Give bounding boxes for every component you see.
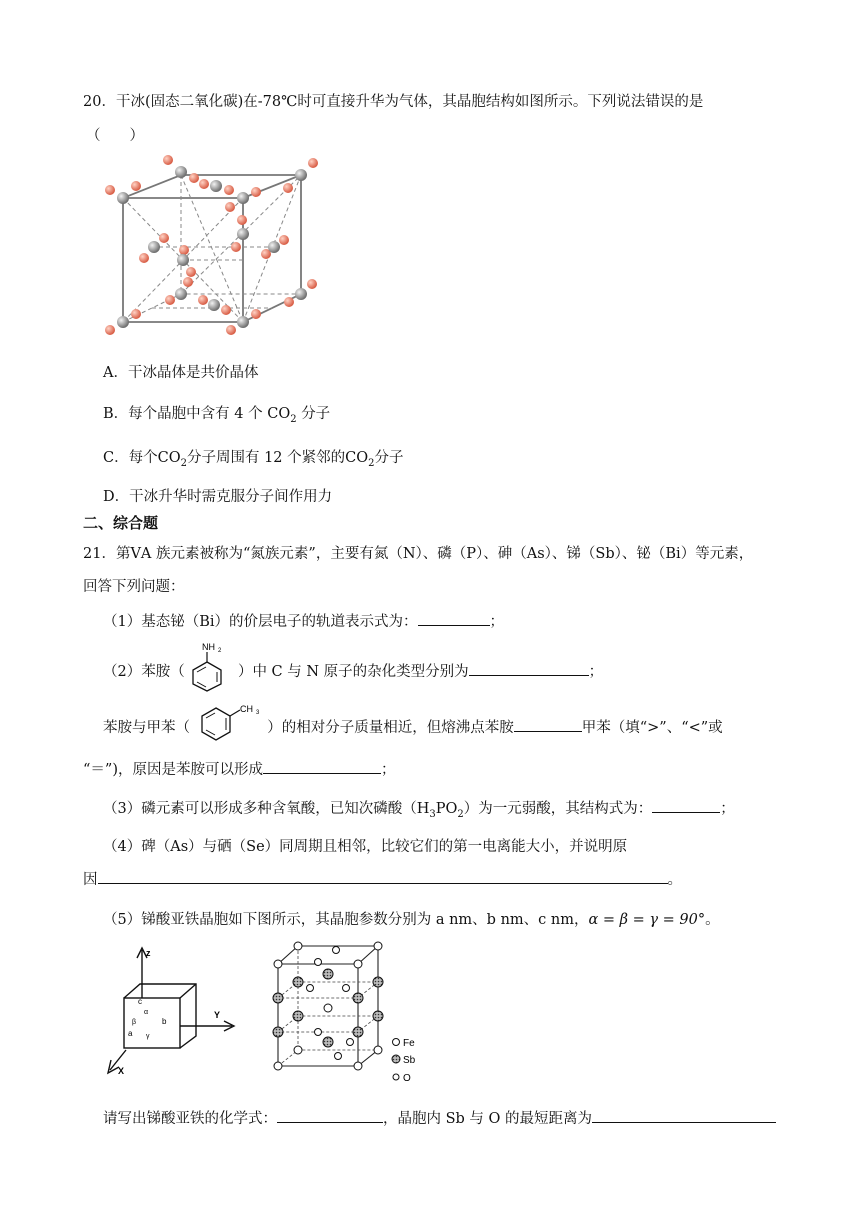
svg-text:Y: Y: [214, 1010, 221, 1020]
axis-cube-figure: [104, 940, 244, 1080]
svg-text:z: z: [146, 948, 151, 958]
svg-text:2: 2: [218, 648, 222, 654]
answer-blank[interactable]: [277, 1108, 383, 1123]
q21-part5: （5）锑酸亚铁晶胞如下图所示，其晶胞参数分别为 a nm、b nm、c nm，α = β = γ = 90°。: [103, 912, 720, 928]
q21-part4-line1: （4）碑（As）与硒（Se）同周期且相邻，比较它们的第一电离能大小，并说明原: [103, 839, 628, 855]
option-c: [103, 446, 404, 469]
answer-blank[interactable]: [469, 661, 589, 676]
svg-text:β: β: [132, 1019, 137, 1026]
answer-blank[interactable]: [263, 759, 381, 774]
option-b-text: B．每个晶胞中含有 4 个: [103, 406, 263, 422]
co2-formula: $CO_2$: [267, 406, 297, 425]
q21-part4-line2: 因 。: [83, 868, 682, 889]
option-a: A．干冰晶体是共价晶体: [103, 365, 259, 381]
toluene-structure: [196, 702, 266, 748]
dry-ice-unit-cell-figure: [96, 150, 336, 345]
iron-antimonate-unit-cell-figure: [266, 938, 446, 1094]
q21-part1: （1）基态铋（Bi）的价层电子的轨道表示式为： ；: [103, 610, 504, 631]
co2-formula: $CO_2$: [157, 450, 187, 469]
h3po2-formula: $H_3PO_2$: [416, 801, 464, 820]
option-c-tail: 分子: [374, 450, 404, 466]
svg-text:CH: CH: [240, 704, 253, 714]
svg-text:3: 3: [256, 710, 260, 716]
svg-text:O: O: [403, 1073, 411, 1084]
q21-stem-line1: 21．第ⅤA 族元素被称为“氮族元素”，主要有氮（N）、磷（P）、砷（As）、锑（Sb）、铋（Bi）等元素，: [83, 546, 754, 562]
answer-blank[interactable]: [592, 1108, 776, 1123]
svg-text:Fe: Fe: [403, 1038, 415, 1049]
svg-text:γ: γ: [146, 1033, 150, 1040]
svg-text:b: b: [162, 1017, 167, 1026]
option-c-text: C．每个: [103, 450, 158, 466]
answer-blank[interactable]: [514, 717, 582, 732]
svg-text:α: α: [144, 1009, 149, 1016]
angles-formula: α = β = γ = 90°: [588, 912, 706, 928]
q21-part3: （3）磷元素可以形成多种含氧酸，已知次磷酸$(H_3PO_2)$为一元弱酸，其结构式为： ；: [103, 797, 735, 820]
q21-part2: （2）苯胺（ ）中 C 与 N 原子的杂化类型分别为 ；: [103, 660, 603, 681]
svg-text:X: X: [118, 1066, 125, 1076]
svg-text:a: a: [128, 1029, 133, 1038]
answer-blank[interactable]: [652, 798, 720, 813]
legend: [392, 1038, 416, 1084]
q21-stem-line2: 回答下列问题：: [83, 579, 185, 595]
option-d: D．干冰升华时需克服分子间作用力: [103, 489, 333, 505]
option-b: [103, 402, 330, 425]
section-title: 二、综合题: [83, 514, 159, 532]
co2-formula: $CO_2$: [345, 450, 375, 469]
option-b-tail: 分子: [301, 406, 331, 422]
q21-part2c: “＝”)，原因是苯胺可以形成 ；: [83, 758, 395, 779]
q21-part5-ask: 请写出锑酸亚铁的化学式： ，晶胞内 Sb 与 O 的最短距离为: [103, 1107, 776, 1128]
svg-text:NH: NH: [202, 642, 215, 652]
answer-paren: （ ）: [86, 128, 144, 144]
svg-text:c: c: [138, 997, 142, 1006]
answer-blank[interactable]: [418, 611, 490, 626]
q20-stem: 20．干冰(固态二氧化碳)在-78℃时可直接升华为气体，其晶胞结构如图所示。下列说法错误的是: [83, 94, 704, 110]
q21-part2b: 苯胺与甲苯（ ）的相对分子质量相近，但熔沸点苯胺 甲苯（填“>”、“<”或: [103, 716, 723, 737]
answer-blank[interactable]: [98, 869, 668, 884]
co2-molecules: [105, 155, 318, 335]
aniline-structure: [186, 640, 230, 692]
svg-text:Sb: Sb: [403, 1055, 416, 1066]
option-c-mid: 分子周围有 12 个紧邻的: [186, 450, 346, 466]
